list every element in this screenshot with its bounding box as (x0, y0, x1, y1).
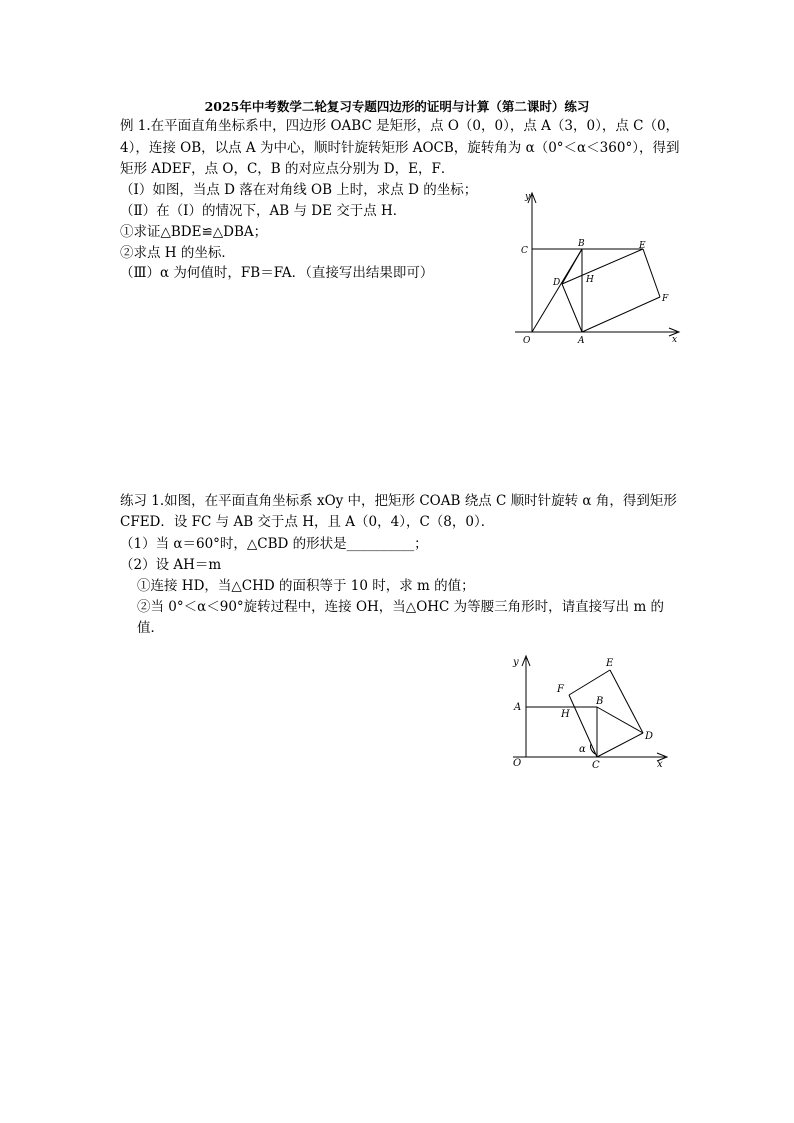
segment-FA (582, 297, 660, 332)
label-A: A (514, 702, 522, 713)
example1-question-2b: ②求点 H 的坐标． (120, 245, 235, 261)
label-B: B (596, 696, 604, 707)
label-F: F (662, 294, 669, 304)
label-O: O (523, 336, 531, 346)
segment-BD (562, 249, 582, 284)
practice1-question-2a: ①连接 HD，当△CHD 的面积等于 10 时，求 m 的值； (137, 578, 475, 594)
label-O: O (513, 758, 522, 769)
label-x: x (657, 759, 663, 770)
label-D: D (553, 278, 561, 288)
label-C: C (521, 246, 528, 256)
example1-question-2: （Ⅱ）在（Ⅰ）的情况下，AB 与 DE 交于点 H． (120, 203, 407, 219)
example1-line-2: 4），连接 OB，以点 A 为中心，顺时针旋转矩形 AOCB，旋转角为 α（0°＜α＜360°），得到 (120, 140, 680, 156)
label-D: D (645, 731, 654, 742)
practice1-question-2: （2）设 AH＝m (120, 557, 222, 573)
practice1-line-2: CFED．设 FC 与 AB 交于点 H，且 A（0，4），C（8，0）． (120, 514, 495, 530)
segment-DE (562, 249, 643, 284)
label-alpha: α (579, 744, 586, 755)
example1-figure (505, 185, 690, 350)
practice1-question-1: （1）当 α＝60°时，△CBD 的形状是__________； (120, 536, 428, 552)
label-H: H (586, 275, 594, 285)
label-y: y (525, 192, 531, 202)
label-B: B (578, 239, 585, 249)
label-H: H (561, 709, 570, 720)
segment-AD (562, 284, 582, 332)
practice1-line-1: 练习 1.如图，在平面直角坐标系 xOy 中，把矩形 COAB 绕点 C 顺时针旋转 α 角，得到矩形 (120, 493, 677, 509)
label-A: A (578, 336, 585, 346)
label-E: E (606, 658, 614, 669)
example1-line-3: 矩形 ADEF，点 O，C，B 的对应点分别为 D，E，F． (120, 161, 455, 177)
example1-line-1: 例 1.在平面直角坐标系中，四边形 OABC 是矩形，点 O（0，0），点 A（3，0），点 C（0， (120, 118, 680, 134)
label-C: C (592, 760, 600, 771)
angle-alpha-arc (591, 744, 596, 754)
segment-EF (643, 249, 660, 297)
example1-question-1: （Ⅰ）如图，当点 D 落在对角线 OB 上时，求点 D 的坐标； (120, 182, 478, 198)
label-E: E (639, 241, 646, 251)
practice1-question-2b-cont: 值． (137, 620, 164, 636)
example1-question-3: （Ⅲ）α 为何值时，FB＝FA．（直接写出结果即可） (120, 265, 434, 281)
label-y: y (513, 657, 519, 668)
page-title: 2025年中考数学二轮复习专题四边形的证明与计算（第二课时）练习 (204, 99, 590, 114)
example1-question-2a: ①求证△BDE≌△DBA； (120, 224, 268, 240)
segment-FE (569, 670, 610, 695)
practice1-question-2b: ②当 0°＜α＜90°旋转过程中，连接 OH，当△OHC 为等腰三角形时，请直接写出 m 的 (137, 599, 665, 615)
label-x: x (672, 335, 678, 345)
segment-DC (597, 733, 643, 757)
label-F: F (557, 684, 564, 695)
practice1-figure (505, 650, 675, 772)
